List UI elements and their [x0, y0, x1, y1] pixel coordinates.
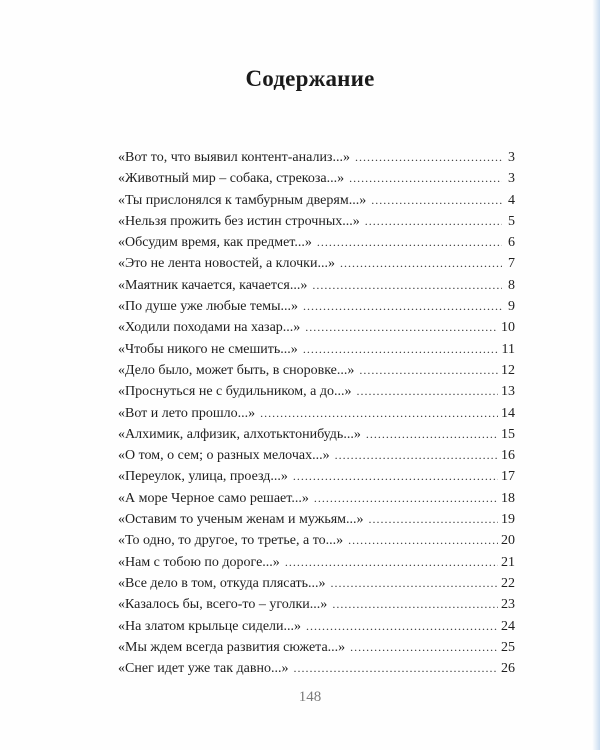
toc-entry-page: 3	[508, 150, 515, 165]
toc-entry	[118, 275, 515, 296]
toc-entry-title: «Алхимик, алфизик, алхотьктонибудь...»	[118, 426, 361, 442]
toc-entry-title: «Ходили походами на хазар...»	[118, 320, 301, 336]
toc-entry-page: 25	[501, 639, 515, 655]
toc-entry-title: «Чтобы никого не смешить...»	[118, 341, 298, 357]
toc-entry-page: 8	[508, 277, 515, 293]
toc-dot-leader	[260, 403, 498, 424]
toc-entry	[118, 445, 515, 466]
toc-entry-page: 18	[501, 490, 515, 506]
toc-entry-title: «А море Черное само решает...»	[118, 490, 309, 506]
toc-entry-page: 7	[508, 256, 515, 272]
toc-entry-page: 3	[508, 171, 515, 187]
toc-entry-title: «Ты прислонялся к тамбурным дверям...»	[118, 192, 367, 208]
toc-dot-leader	[335, 445, 498, 466]
toc-entry	[118, 360, 515, 381]
toc-entry	[118, 403, 515, 424]
toc-entry	[118, 296, 515, 317]
toc-dot-leader	[294, 658, 499, 679]
toc-dot-leader	[293, 466, 498, 487]
toc-dot-leader	[303, 296, 502, 317]
toc-dot-leader	[350, 637, 498, 658]
toc-entry	[118, 339, 515, 360]
toc-entry	[118, 530, 515, 551]
toc-entry	[118, 424, 515, 445]
toc-dot-leader	[303, 339, 499, 360]
toc-entry-page: 23	[501, 597, 515, 613]
toc-entry	[118, 466, 515, 487]
toc-entry	[118, 552, 515, 573]
toc-entry-page: 20	[501, 533, 515, 549]
toc-entry-page: 16	[501, 448, 515, 464]
toc-entry-page: 15	[501, 426, 515, 442]
table-of-contents	[118, 147, 515, 679]
toc-entry-page: 9	[508, 299, 515, 315]
toc-entry-title: «Нам с тобою по дороге...»	[118, 554, 280, 570]
toc-entry-title: «Снег идет уже так давно...»	[118, 661, 289, 677]
toc-entry	[118, 573, 515, 594]
toc-entry-page: 12	[501, 362, 515, 378]
toc-entry	[118, 147, 515, 168]
toc-entry-page: 22	[501, 575, 515, 591]
toc-entry-title: «Проснуться не с будильником, а до...»	[118, 384, 352, 400]
toc-entry-title: «Мы ждем всегда развития сюжета...»	[118, 639, 346, 655]
toc-entry-title: «То одно, то другое, то третье, а то...»	[118, 533, 344, 549]
toc-dot-leader	[314, 488, 498, 509]
toc-entry-title: «Обсудим время, как предмет...»	[118, 235, 312, 251]
toc-dot-leader	[306, 616, 498, 637]
toc-entry-page: 14	[501, 405, 515, 421]
toc-entry-title: «Все дело в том, откуда плясать...»	[118, 575, 326, 591]
toc-entry-title: «О том, о сем; о разных мелочах...»	[118, 448, 330, 464]
toc-entry	[118, 637, 515, 658]
toc-entry	[118, 381, 515, 402]
toc-entry-page: 17	[501, 469, 515, 485]
page-title: Содержание	[245, 66, 375, 91]
toc-entry-title: «Дело было, может быть, в сноровке...»	[118, 362, 355, 378]
toc-dot-leader	[332, 594, 498, 615]
toc-entry	[118, 253, 515, 274]
toc-dot-leader	[366, 424, 498, 445]
toc-dot-leader	[371, 190, 502, 211]
toc-entry	[118, 658, 515, 679]
toc-entry-title: «Нельзя прожить без истин строчных...»	[118, 213, 360, 229]
toc-entry-title: «Маятник качается, качается...»	[118, 277, 308, 293]
toc-dot-leader	[359, 360, 498, 381]
toc-dot-leader	[331, 573, 498, 594]
toc-entry-title: «Переулок, улица, проезд...»	[118, 469, 288, 485]
toc-entry-title: «Вот и лето прошло...»	[118, 405, 256, 421]
toc-dot-leader	[348, 530, 498, 551]
toc-dot-leader	[369, 509, 498, 530]
toc-entry-page: 26	[501, 661, 515, 677]
toc-dot-leader	[285, 552, 498, 573]
toc-dot-leader	[312, 275, 502, 296]
toc-entry-page: 5	[508, 213, 515, 229]
toc-entry-page: 6	[508, 235, 515, 251]
toc-entry	[118, 317, 515, 338]
page-edge-shadow	[592, 0, 600, 750]
toc-entry-page: 10	[501, 320, 515, 336]
toc-entry-page: 21	[501, 554, 515, 570]
toc-dot-leader	[317, 232, 502, 253]
toc-entry-title: «Вот то, что выявил контент-анализ...»	[118, 150, 350, 165]
toc-entry	[118, 616, 515, 637]
toc-dot-leader	[365, 211, 502, 232]
toc-dot-leader	[340, 253, 502, 274]
toc-entry-page: 13	[501, 384, 515, 400]
toc-entry	[118, 168, 515, 189]
toc-entry-page: 24	[501, 618, 515, 634]
toc-dot-leader	[356, 381, 498, 402]
toc-entry-page: 19	[501, 512, 515, 528]
toc-entry	[118, 509, 515, 530]
toc-entry-title: «Оставим то ученым женам и мужьям...»	[118, 512, 364, 528]
toc-entry-title: «По душе уже любые темы...»	[118, 299, 299, 315]
toc-entry	[118, 488, 515, 509]
toc-dot-leader	[305, 317, 498, 338]
toc-entry	[118, 211, 515, 232]
toc-entry-page: 11	[501, 341, 515, 357]
toc-entry-title: «На златом крыльце сидели...»	[118, 618, 302, 634]
toc-entry	[118, 594, 515, 615]
toc-dot-leader	[349, 168, 502, 189]
toc-entry-page: 4	[508, 192, 515, 208]
toc-entry	[118, 190, 515, 211]
page-number: 148	[298, 689, 322, 705]
toc-entry-title: «Казалось бы, всего-то – уголки...»	[118, 597, 328, 613]
toc-dot-leader	[355, 147, 502, 168]
toc-entry-title: «Это не лента новостей, а клочки...»	[118, 256, 335, 272]
toc-entry	[118, 232, 515, 253]
toc-entry-title: «Животный мир – собака, стрекоза...»	[118, 171, 345, 187]
